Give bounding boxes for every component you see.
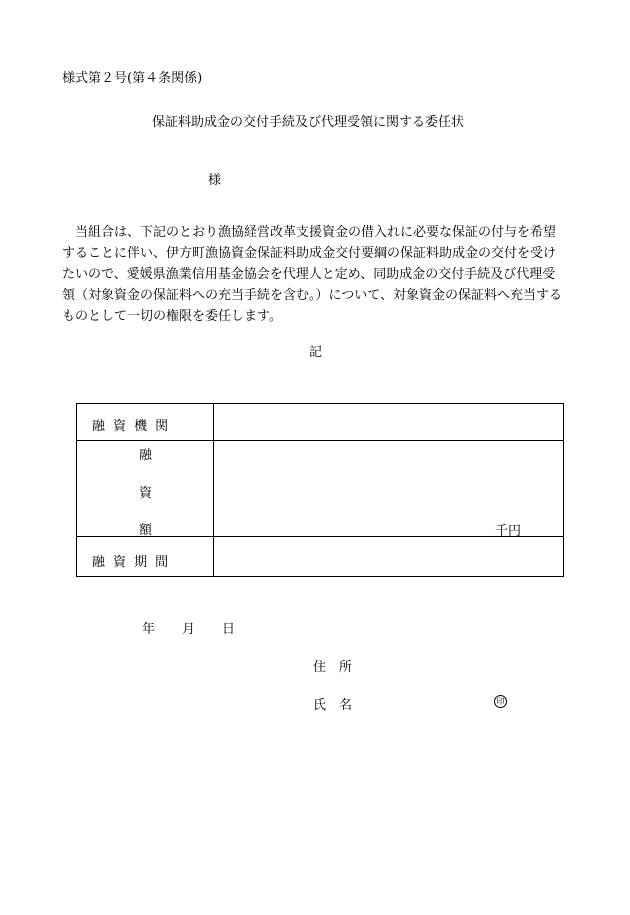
amount-value-cell[interactable] bbox=[214, 441, 564, 537]
addressee-suffix: 様 bbox=[208, 173, 222, 188]
document-title: 保証料助成金の交付手続及び代理受領に関する委任状 bbox=[152, 115, 465, 130]
body-text bbox=[62, 222, 578, 327]
amount-label-cell bbox=[77, 441, 214, 537]
amount-label-char: 額 bbox=[139, 523, 153, 538]
year-label: 年 bbox=[142, 622, 156, 637]
institution-value-cell[interactable] bbox=[214, 404, 564, 441]
seal-mark: 印 bbox=[494, 695, 507, 708]
date-line bbox=[142, 618, 235, 637]
month-label: 月 bbox=[182, 622, 196, 637]
body-line: 当組合は、下記のとおり漁協経営改革支援資金の借入れに必要な保証の付与を希望 bbox=[75, 225, 557, 240]
body-line: 領（対象資金の保証料への充当手続を含む。）について、対象資金の保証料へ充当する bbox=[62, 288, 562, 303]
period-label-cell bbox=[77, 537, 214, 577]
body-line: たいので、愛媛県漁業信用基金協会を代理人と定め、同助成金の交付手続及び代理受 bbox=[62, 267, 556, 282]
day-label: 日 bbox=[222, 622, 236, 637]
amount-label-char: 資 bbox=[139, 486, 153, 501]
loan-info-table bbox=[76, 403, 564, 577]
form-number: 様式第２号(第４条関係) bbox=[62, 71, 203, 86]
ki-heading: 記 bbox=[309, 345, 323, 360]
amount-unit: 千円 bbox=[494, 524, 521, 539]
name-label: 氏 名 bbox=[313, 698, 353, 713]
address-label: 住 所 bbox=[313, 660, 353, 675]
period-value-cell[interactable] bbox=[214, 537, 564, 577]
amount-label-char: 融 bbox=[139, 448, 153, 463]
institution-label-cell bbox=[77, 404, 214, 441]
institution-label: 融資機関 bbox=[92, 419, 177, 434]
period-label: 融資期間 bbox=[92, 555, 177, 570]
body-line: することに伴い、伊方町漁協資金保証料助成金交付要綱の保証料助成金の交付を受け bbox=[62, 246, 557, 261]
body-line: ものとして一切の権限を委任します。 bbox=[62, 309, 282, 324]
